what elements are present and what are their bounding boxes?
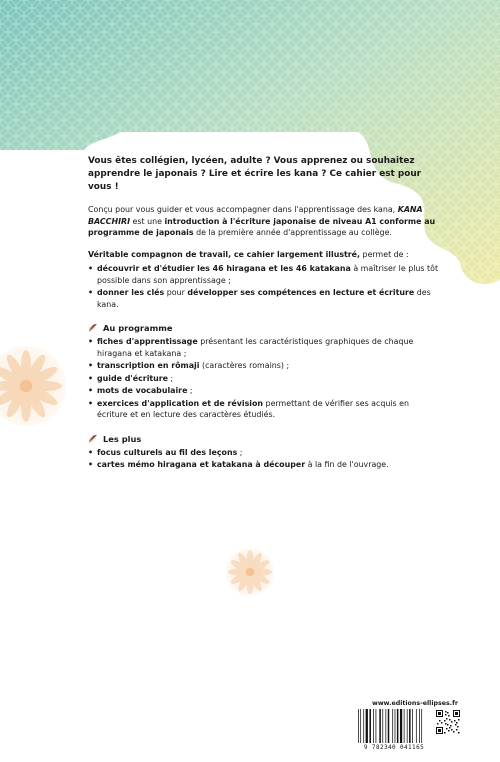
isbn-number: 9 782340 041165 — [363, 744, 425, 751]
fan-icon — [88, 323, 98, 333]
list-item: • guide d'écriture ; — [88, 373, 440, 385]
list-item: • donner les clés pour développer ses compétences en lecture et écriture des kana. — [88, 287, 440, 310]
list-item: • focus culturels au fil des leçons ; — [88, 447, 440, 459]
list-item: • découvrir et d'étudier les 46 hiragana et les 46 katakana à maîtriser le plus tôt possible dans son apprentissage ; — [88, 263, 440, 286]
qr-code — [436, 710, 460, 734]
section-title: Les plus — [103, 433, 142, 444]
section-title: Au programme — [103, 323, 173, 333]
objectives-list — [88, 263, 440, 310]
section-header-programme — [88, 323, 440, 333]
barcode — [356, 709, 432, 744]
plus-list — [88, 447, 440, 471]
list-item: • exercices d'application et de révision permettant de vérifier ses acquis en écriture et en lecture des caractères étudiés. — [88, 398, 440, 421]
companion-paragraph: Véritable compagnon de travail, ce cahier largement illustré, permet de : — [88, 249, 409, 259]
back-cover-text — [88, 155, 440, 472]
programme-list — [88, 336, 440, 421]
list-item: • fiches d'apprentissage présentant les caractéristiques graphiques de chaque hiragana et katakana ; — [88, 336, 440, 359]
description-paragraph: Conçu pour vous guider et vous accompagner dans l'apprentissage des kana, KANA BACCHIRI est une introduction à l'écriture japonaise de niveau A1 conforme au programme de japonais de la première année d'apprentissage au collège. — [88, 205, 436, 237]
chrysanthemum-left — [0, 346, 66, 426]
list-item: • cartes mémo hiragana et katakana à découper à la fin de l'ouvrage. — [88, 459, 440, 471]
website-url: www.editions-ellipses.fr — [372, 700, 458, 707]
section-header-plus — [88, 434, 440, 444]
list-item: • mots de vocabulaire ; — [88, 385, 440, 397]
book-title: KANA BACCHIRI — [88, 205, 423, 226]
intro-text: Vous êtes collégien, lycéen, adulte ? Vous apprenez ou souhaitez apprendre le japonais ? Lire et écrire les kana ? Ce cahier est pour vous ! — [88, 156, 422, 192]
chrysanthemum-bottom — [226, 548, 274, 596]
list-item: • transcription en rômaji (caractères romains) ; — [88, 360, 440, 372]
fan-icon — [88, 434, 98, 444]
